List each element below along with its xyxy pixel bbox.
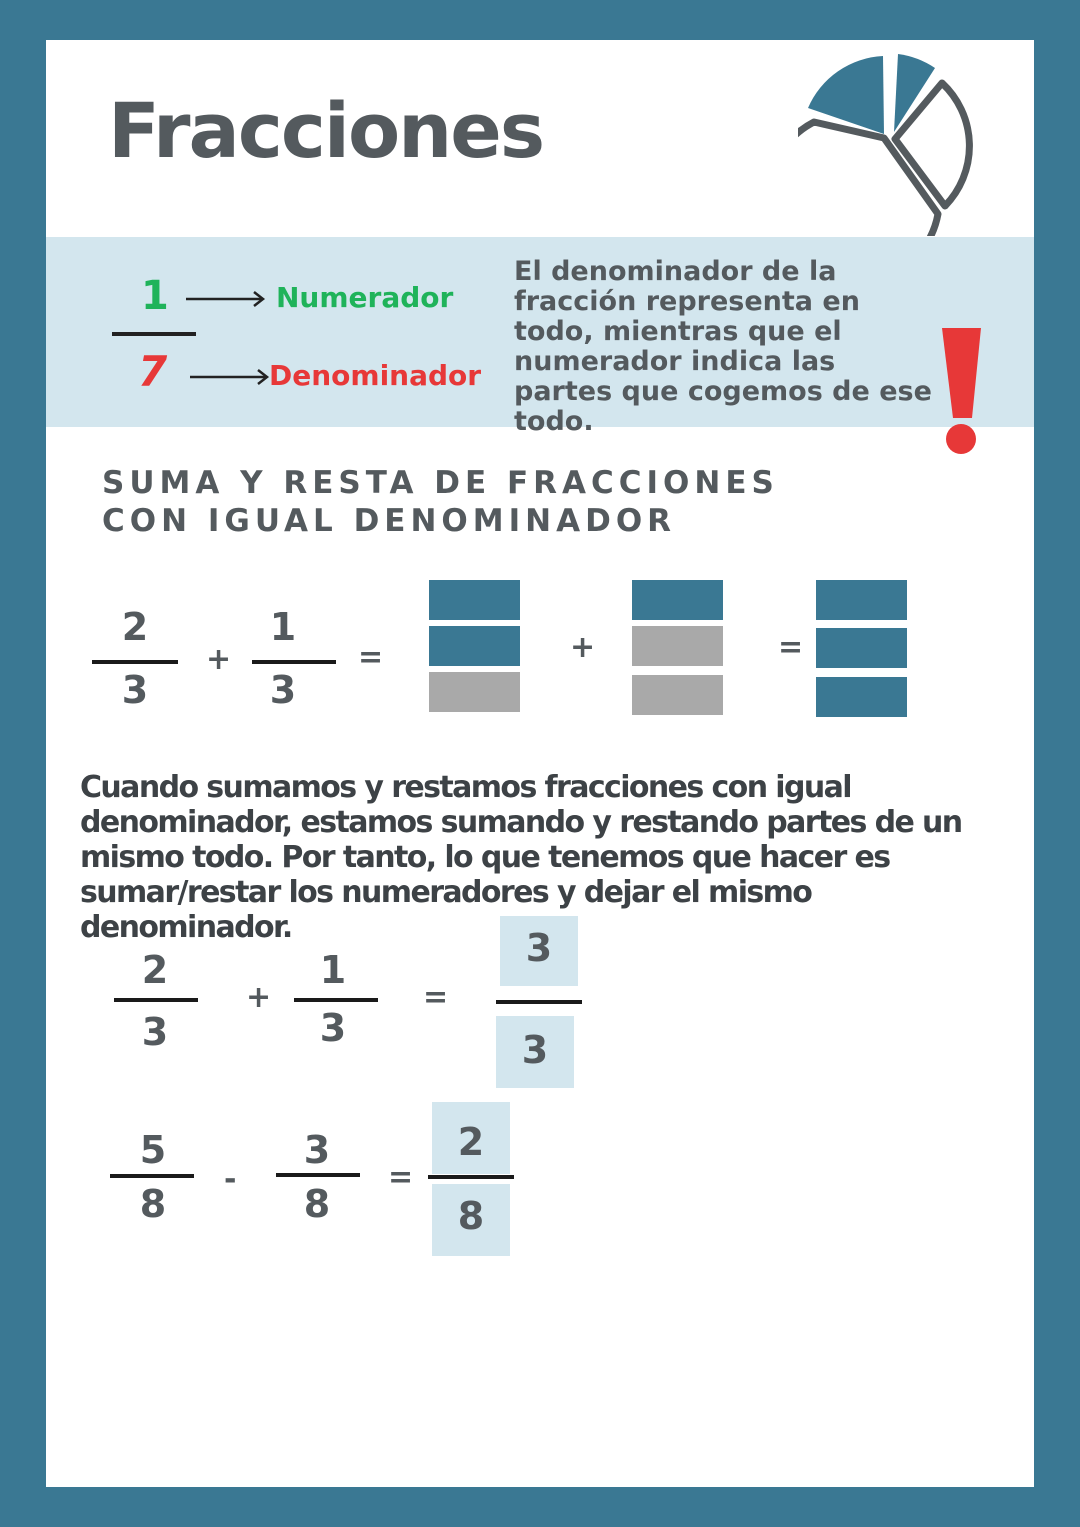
result-denominator: 3 <box>521 1028 549 1072</box>
fraction-block-empty <box>429 672 520 712</box>
fraction-bar <box>428 1175 514 1179</box>
fraction-numerator: 2 <box>121 605 149 649</box>
fraction-denominator: 3 <box>319 1006 347 1050</box>
fraction-block-filled <box>816 580 907 620</box>
fraction-numerator: 2 <box>141 948 169 992</box>
fraction-denominator: 3 <box>121 668 149 712</box>
definition-note: El denominador de la fracción representa en todo, mientras que el numerador indica las partes que cogemos de ese todo. <box>514 256 932 437</box>
section-title: SUMA Y RESTA DE FRACCIONES CON IGUAL DENOMINADOR <box>102 465 779 539</box>
numerator-label: Numerador <box>276 281 454 314</box>
fraction-bar <box>110 1174 194 1178</box>
pie-chart-icon <box>798 46 988 236</box>
fraction-denominator: 8 <box>139 1182 167 1226</box>
fraction-block-filled <box>429 580 520 620</box>
plus-sign: + <box>246 980 272 1015</box>
exclamation-icon <box>939 326 983 456</box>
equals-sign: = <box>423 980 449 1015</box>
denominator-label: Denominador <box>269 359 482 392</box>
plus-sign: + <box>570 630 596 665</box>
fraction-numerator: 1 <box>269 605 297 649</box>
definition-band <box>46 237 1034 437</box>
fraction-block-empty <box>632 675 723 715</box>
fraction-block-filled <box>632 580 723 620</box>
fraction-bar <box>92 660 178 664</box>
fraction-bar <box>252 660 336 664</box>
fraction-bar <box>496 1000 582 1004</box>
page-title: Fracciones <box>108 86 544 175</box>
result-numerator: 3 <box>525 926 553 970</box>
fraction-bar <box>294 998 378 1002</box>
fraction-bar <box>112 332 196 336</box>
result-denominator: 8 <box>457 1194 485 1238</box>
fraction-block-filled <box>429 626 520 666</box>
definition-denominator: 7 <box>138 347 168 396</box>
fraction-denominator: 8 <box>303 1182 331 1226</box>
fraction-block-empty <box>632 626 723 666</box>
equals-sign: = <box>388 1160 414 1195</box>
definition-numerator: 1 <box>141 273 169 319</box>
minus-sign: - <box>224 1162 237 1197</box>
fraction-denominator: 3 <box>141 1010 169 1054</box>
fraction-numerator: 5 <box>139 1128 167 1172</box>
arrow-right-icon <box>188 365 270 389</box>
fraction-bar <box>114 998 198 1002</box>
fraction-numerator: 1 <box>319 948 347 992</box>
worksheet-page <box>46 40 1034 1487</box>
explanation-text: Cuando sumamos y restamos fracciones con igual denominador, estamos sumando y restando partes de un mismo todo. Por tanto, lo que tenemos que hacer es sumar/restar los numeradores y dejar el mismo denominador. <box>80 770 962 945</box>
fraction-denominator: 3 <box>269 668 297 712</box>
equals-sign: = <box>358 640 384 675</box>
plus-sign: + <box>206 642 232 677</box>
arrow-right-icon <box>184 287 268 311</box>
fraction-numerator: 3 <box>303 1128 331 1172</box>
result-numerator: 2 <box>457 1120 485 1164</box>
fraction-bar <box>276 1173 360 1177</box>
equals-sign: = <box>778 630 804 665</box>
fraction-block-filled <box>816 628 907 668</box>
fraction-block-filled <box>816 677 907 717</box>
